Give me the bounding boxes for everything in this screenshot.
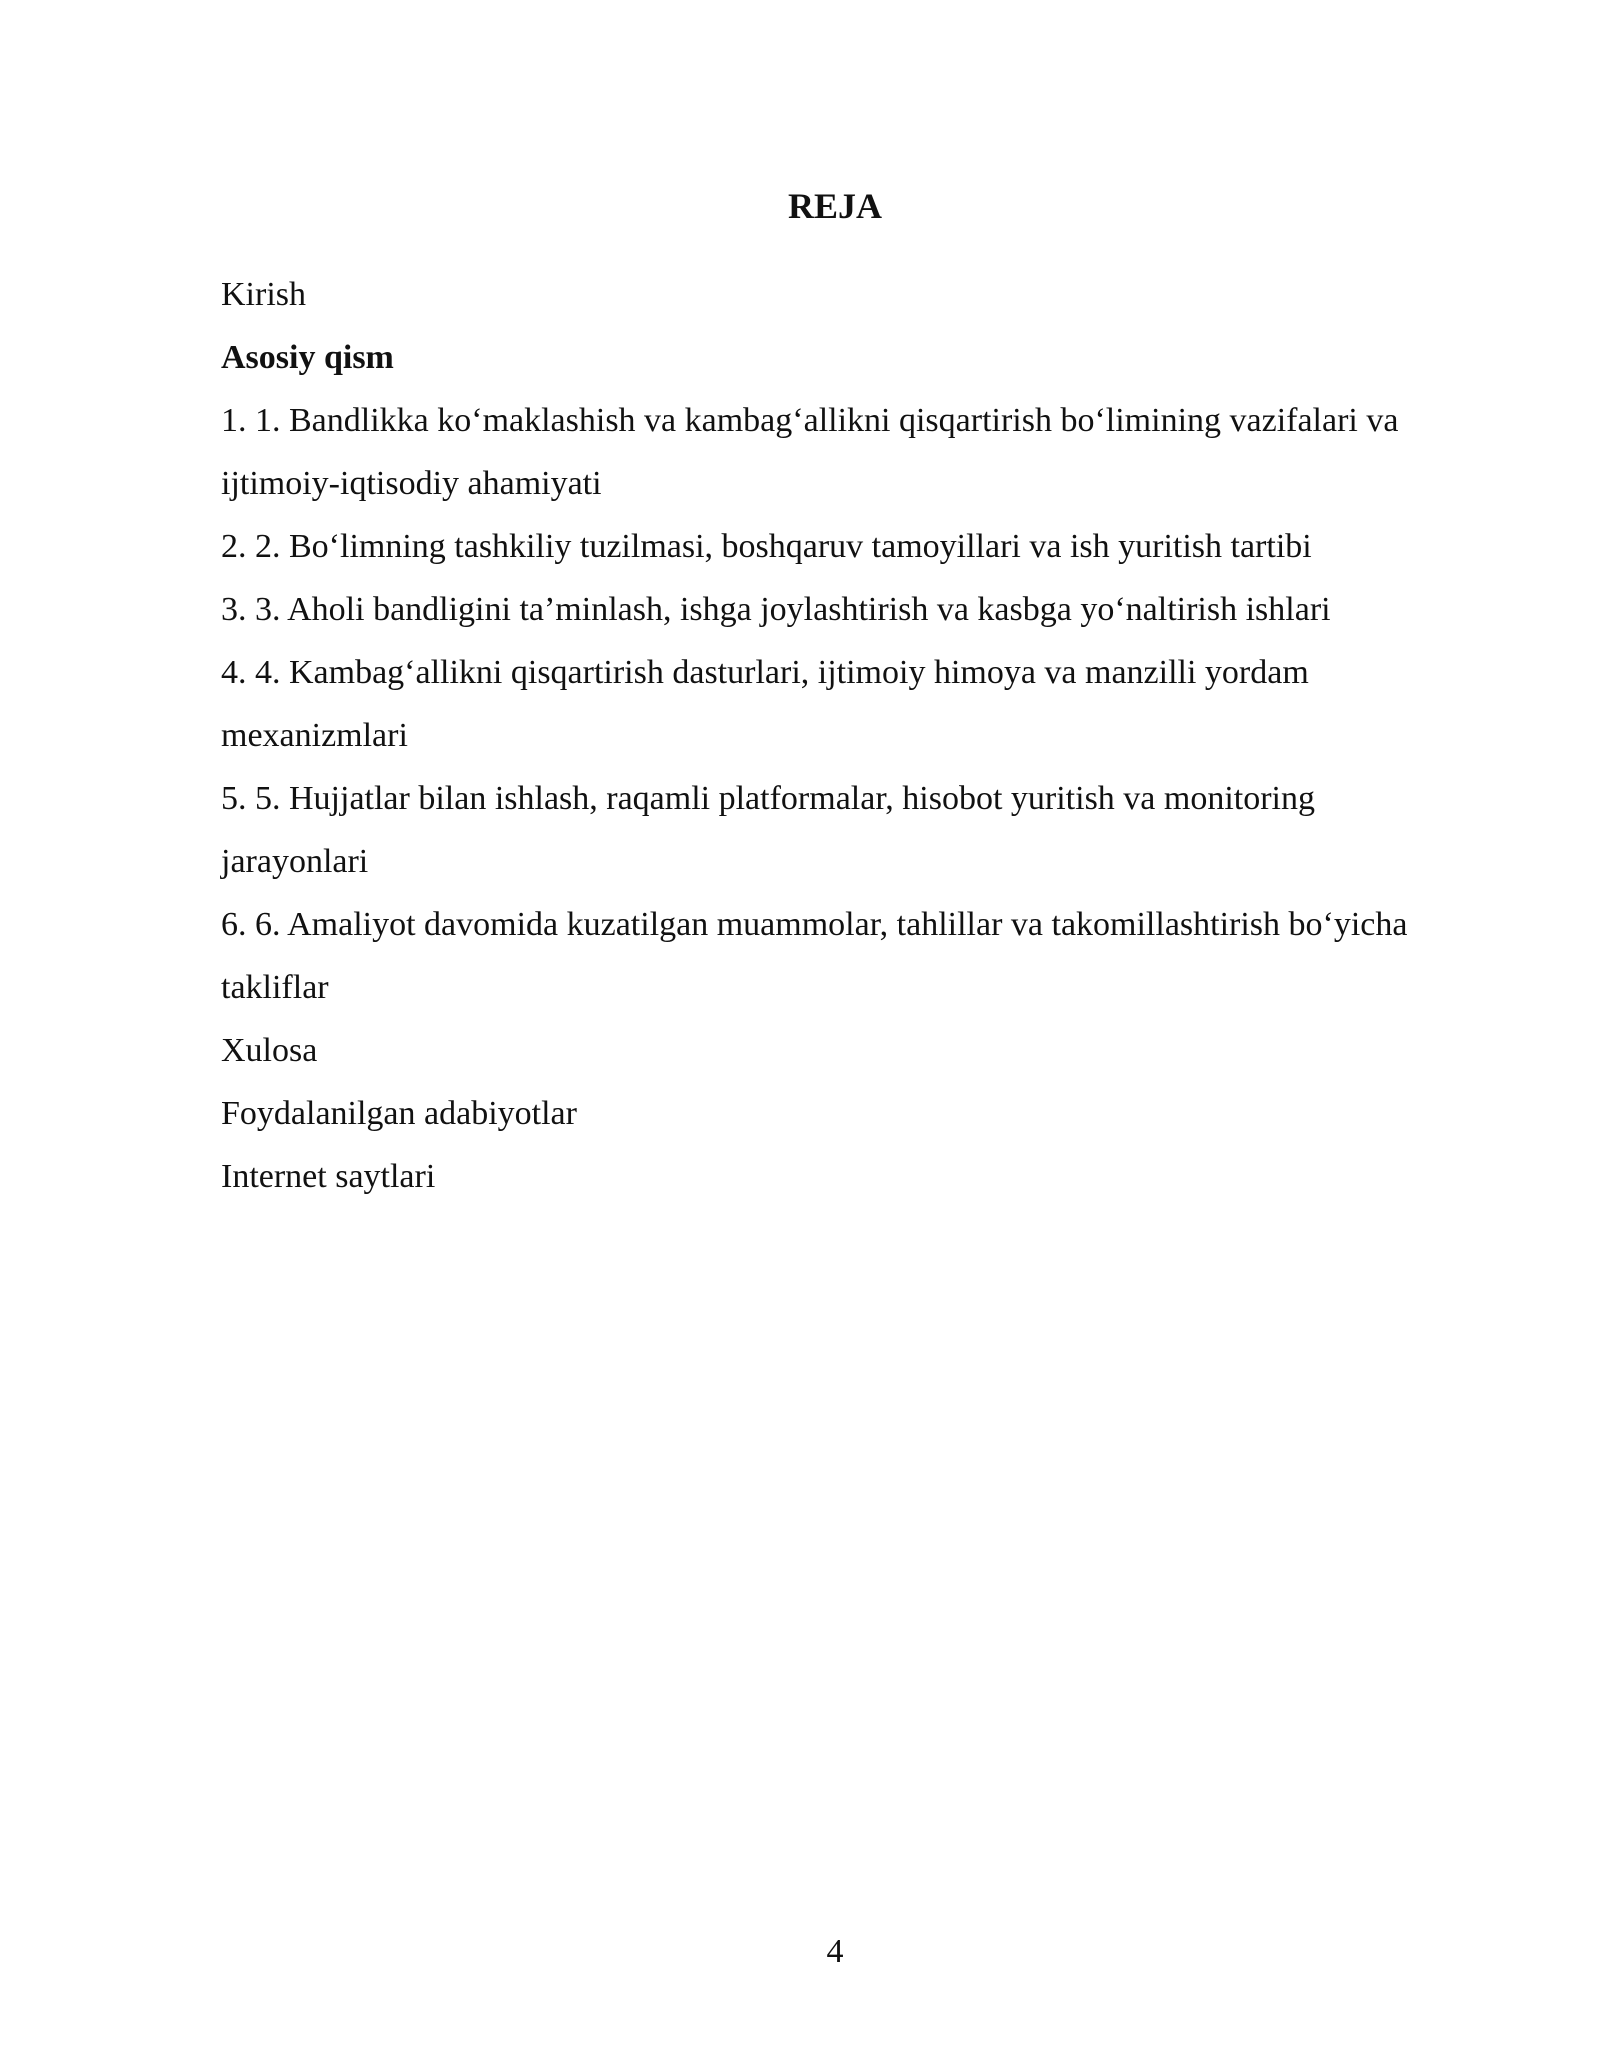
toc-item-4: 4. 4. Kambag‘allikni qisqartirish dasturlari, ijtimoiy himoya va manzilli yordam mexanizmlari <box>221 654 1309 754</box>
toc-item-5: 5. 5. Hujjatlar bilan ishlash, raqamli platformalar, hisobot yuritish va monitoring jarayonlari <box>221 780 1315 880</box>
toc-item-2: 2. 2. Bo‘limning tashkiliy tuzilmasi, boshqaruv tamoyillari va ish yuritish tartibi <box>221 528 1312 565</box>
page-number: 4 <box>826 1933 844 1970</box>
toc-main-heading: Asosiy qism <box>221 339 394 376</box>
toc-item-1: 1. 1. Bandlikka ko‘maklashish va kambag‘allikni qisqartirish bo‘limining vazifalari va ijtimoiy-iqtisodiy ahamiyati <box>221 402 1399 502</box>
toc-item-3: 3. 3. Aholi bandligini ta’minlash, ishga joylashtirish va kasbga yo‘naltirish ishlari <box>221 591 1331 628</box>
toc-item-6: 6. 6. Amaliyot davomida kuzatilgan muammolar, tahlillar va takomillashtirish bo‘yicha takliflar <box>221 906 1408 1006</box>
toc-websites: Internet saytlari <box>221 1158 436 1195</box>
toc-intro: Kirish <box>221 276 306 313</box>
toc-references: Foydalanilgan adabiyotlar <box>221 1095 577 1132</box>
page-title: REJA <box>787 186 882 226</box>
toc-conclusion: Xulosa <box>221 1032 318 1069</box>
table-of-contents <box>221 263 1451 1208</box>
